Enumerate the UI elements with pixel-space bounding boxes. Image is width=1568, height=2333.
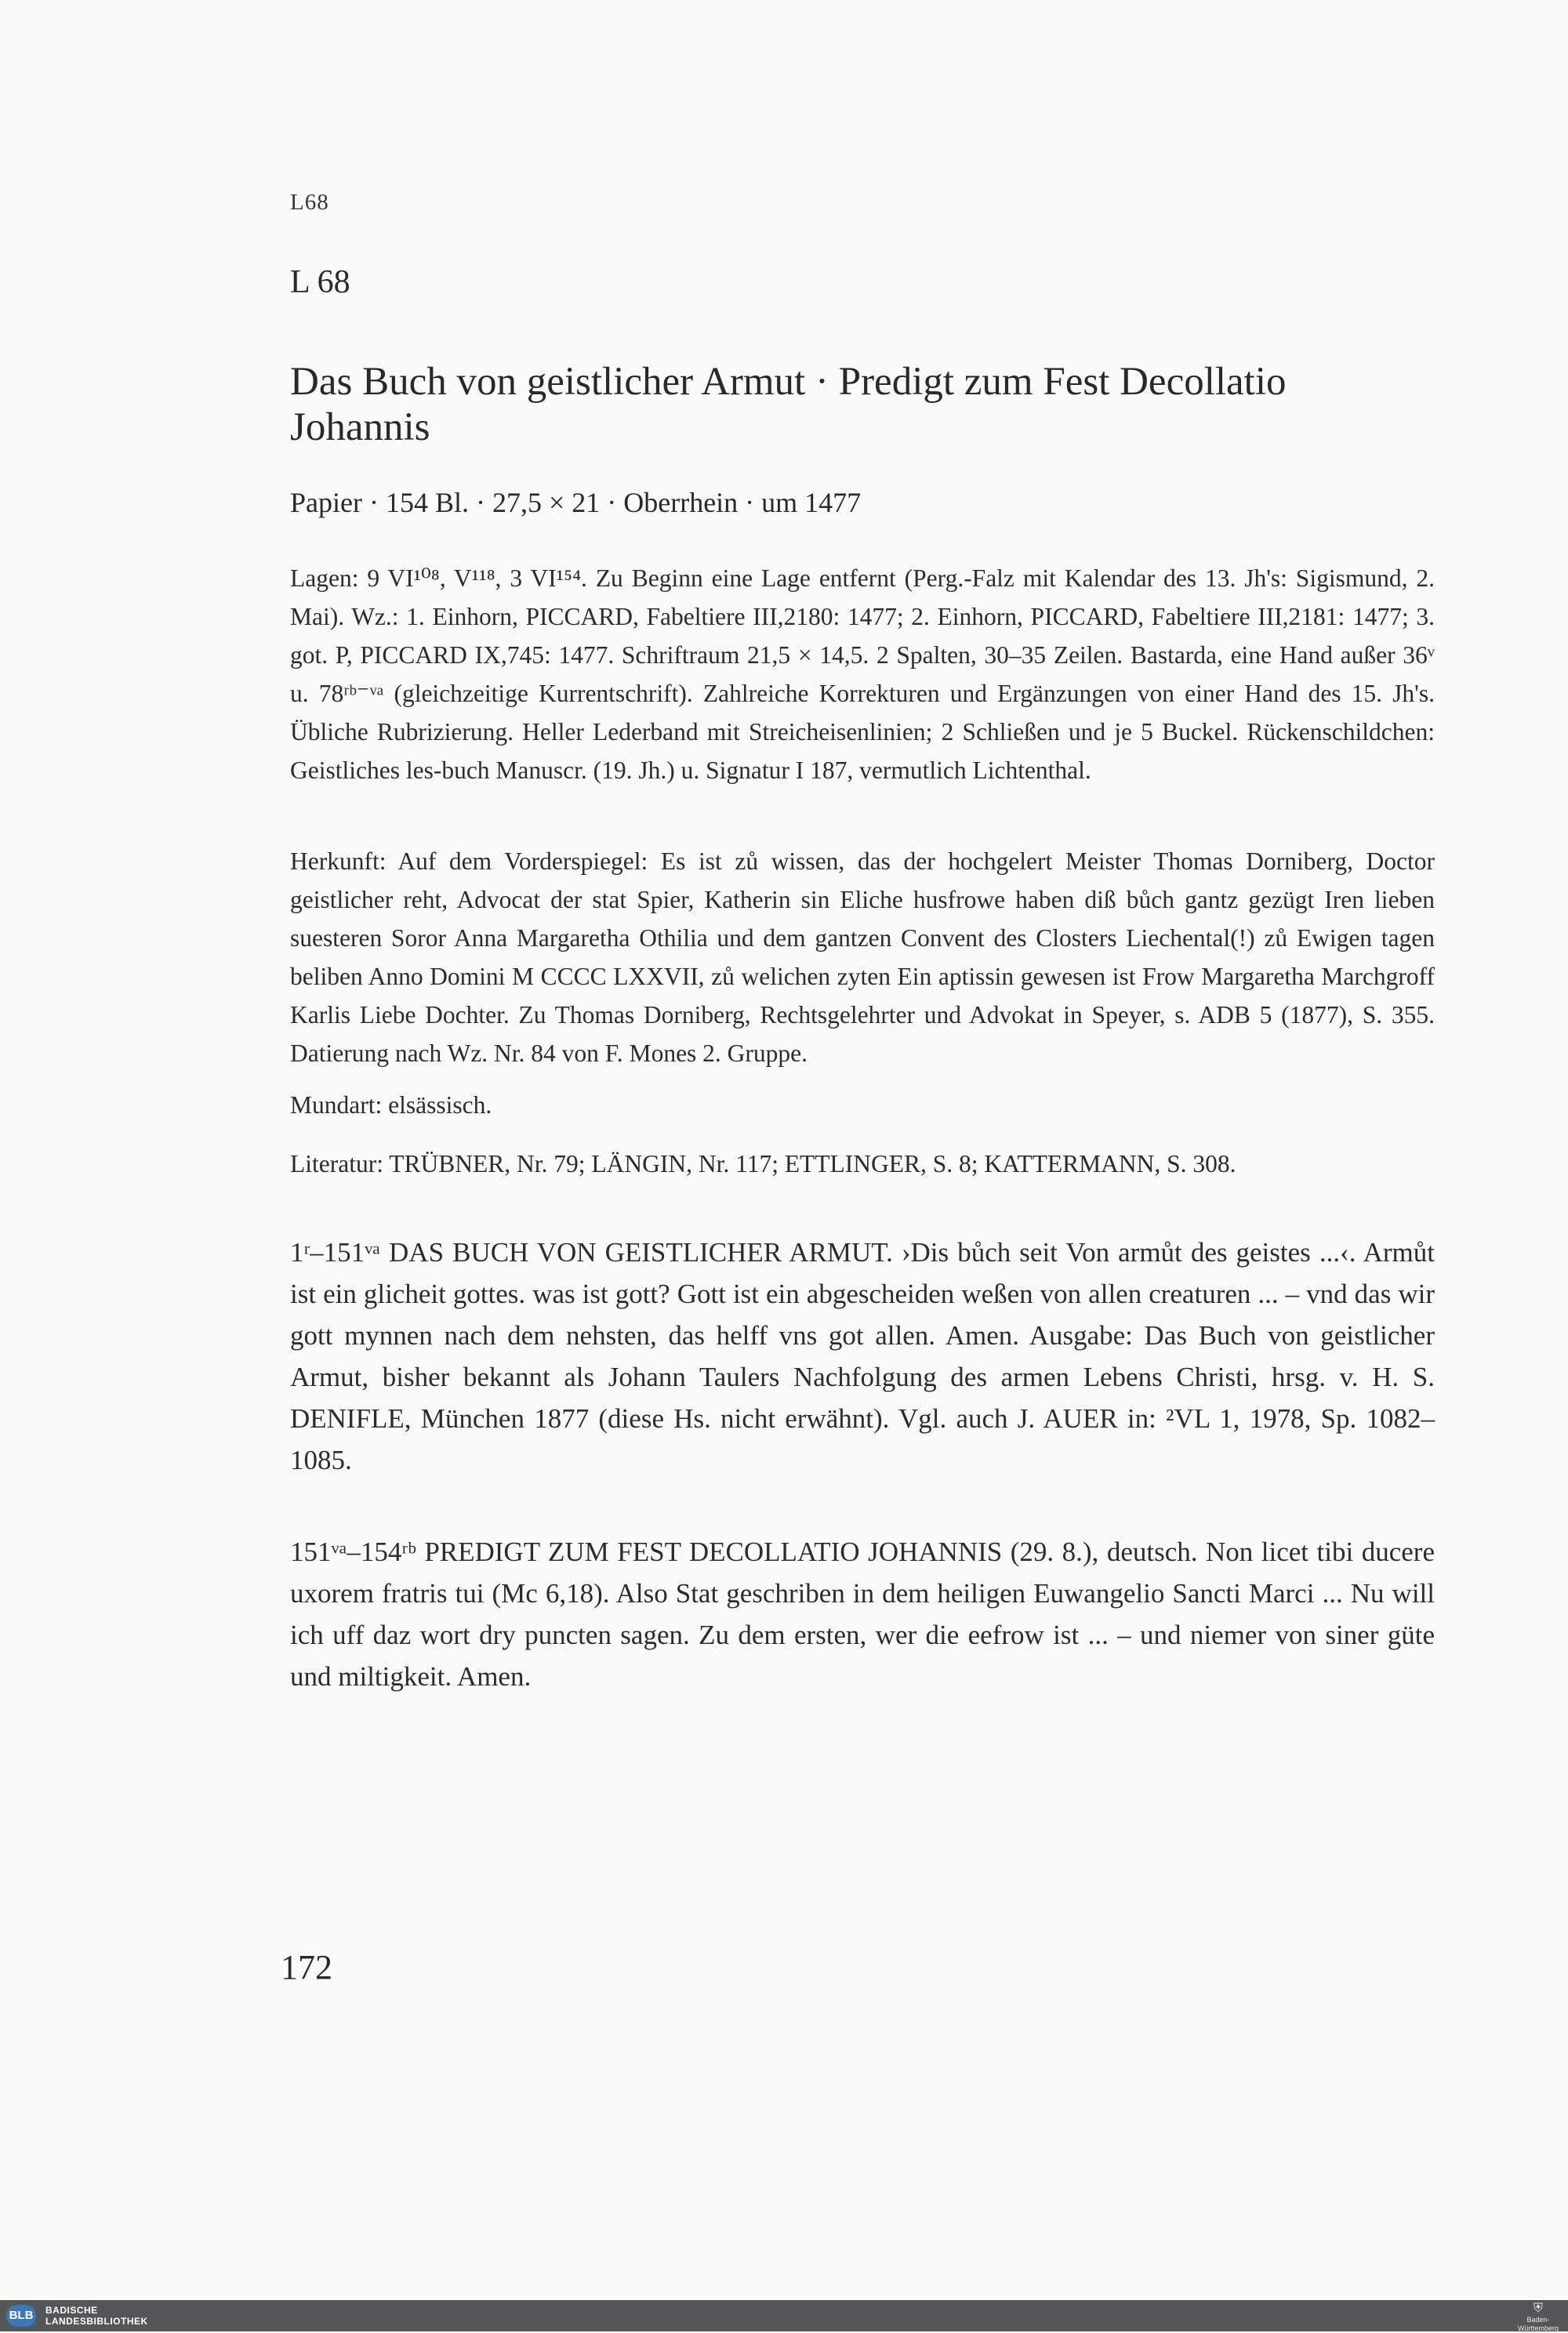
baden-wuerttemberg-label: Baden-Württemberg: [1517, 2316, 1559, 2332]
manuscript-signature: L 68: [290, 264, 350, 300]
running-head: L68: [290, 190, 329, 215]
coat-of-arms-icon: ⛨: [1533, 2302, 1543, 2315]
library-name-line-1: BADISCHE: [45, 2305, 98, 2316]
manuscript-title: Das Buch von geistlicher Armut · Predigt zum Fest Decollatio Johannis: [290, 360, 1287, 449]
literature-line: Literatur: TRÜBNER, Nr. 79; LÄNGIN, Nr. 117; ETTLINGER, S. 8; KATTERMANN, S. 308.: [290, 1150, 1236, 1177]
manuscript-physical-description: Papier · 154 Bl. · 27,5 × 21 · Oberrhein · um 1477: [290, 487, 862, 518]
content-entry-2: 151ᵛᵃ–154ʳᵇ PREDIGT ZUM FEST DECOLLATIO JOHANNIS (29. 8.), deutsch. Non licet tibi ducere uxorem fratris tui (Mc 6,18). Also Stat geschriben in dem heiligen Euwangelio Sancti Marci ... Nu will ich uff daz wort dry puncten sagen. Zu dem ersten, wer die eefrow ist ... – und niemer von siner güte und miltigkeit. Amen.: [290, 1537, 1435, 1692]
content-entry-1: 1ʳ–151ᵛᵃ DAS BUCH VON GEISTLICHER ARMUT. ›Dis bůch seit Von armůt des geistes ...‹. Armůt ist ein glicheit gottes. was ist gott? Gott ist ein abgescheiden weßen von allen creaturen ... – vnd das wir gott mynnen nach dem nehsten, das helff vns got allen. Amen. Ausgabe: Das Buch von geistlicher Armut, bisher bekannt als Johann Taulers Nachfolgung des armen Lebens Christi, hrsg. v. H. S. DENIFLE, München 1877 (diese Hs. nicht erwähnt). Vgl. auch J. AUER in: ²VL 1, 1978, Sp. 1082–1085.: [290, 1237, 1435, 1475]
dialect-line: Mundart: elsässisch.: [290, 1091, 492, 1119]
baden-wuerttemberg-logo[interactable]: [1515, 2302, 1562, 2332]
blb-logo-icon[interactable]: BLB: [6, 2305, 36, 2327]
library-name-line-2: LANDESBIBLIOTHEK: [45, 2316, 148, 2327]
codicological-description: Lagen: 9 VI¹⁰⁸, V¹¹⁸, 3 VI¹⁵⁴. Zu Beginn eine Lage entfernt (Perg.-Falz mit Kalendar des 13. Jh's: Sigismund, 2. Mai). Wz.: 1. Einhorn, PICCARD, Fabeltiere III,2180: 1477; 2. Einhorn, PICCARD, Fabeltiere III,2181: 1477; 3. got. P, PICCARD IX,745: 1477. Schriftraum 21,5 × 14,5. 2 Spalten, 30–35 Zeilen. Bastarda, eine Hand außer 36ᵛ u. 78ʳᵇ⁻ᵛᵃ (gleichzeitige Kurrentschrift). Zahlreiche Korrekturen und Ergänzungen von einer Hand des 15. Jh's. Übliche Rubrizierung. Heller Lederband mit Streicheisenlinien; 2 Schließen und je 5 Buckel. Rückenschildchen: Geistliches les-buch Manuscr. (19. Jh.) u. Signatur I 187, vermutlich Lichtenthal.: [290, 564, 1435, 784]
library-footer-bar: [0, 2300, 1568, 2331]
provenance-paragraph: Herkunft: Auf dem Vorderspiegel: Es ist zů wissen, das der hochgelert Meister Thomas Dorniberg, Doctor geistlicher reht, Advocat der stat Spier, Katherin sin Eliche husfrowe haben diß bůch gantz gezügt Iren lieben suesteren Soror Anna Margaretha Othilia und dem gantzen Convent des Closters Liechental(!) zů Ewigen tagen beliben Anno Domini M CCCC LXXVII, zů welichen zyten Ein aptissin gewesen ist Frow Margaretha Marchgroff Karlis Liebe Dochter. Zu Thomas Dorniberg, Rechtsgelehrter und Advokat in Speyer, s. ADB 5 (1877), S. 355. Datierung nach Wz. Nr. 84 von F. Mones 2. Gruppe.: [290, 847, 1435, 1067]
page-number: 172: [281, 1948, 332, 1986]
library-name: [45, 2305, 148, 2327]
